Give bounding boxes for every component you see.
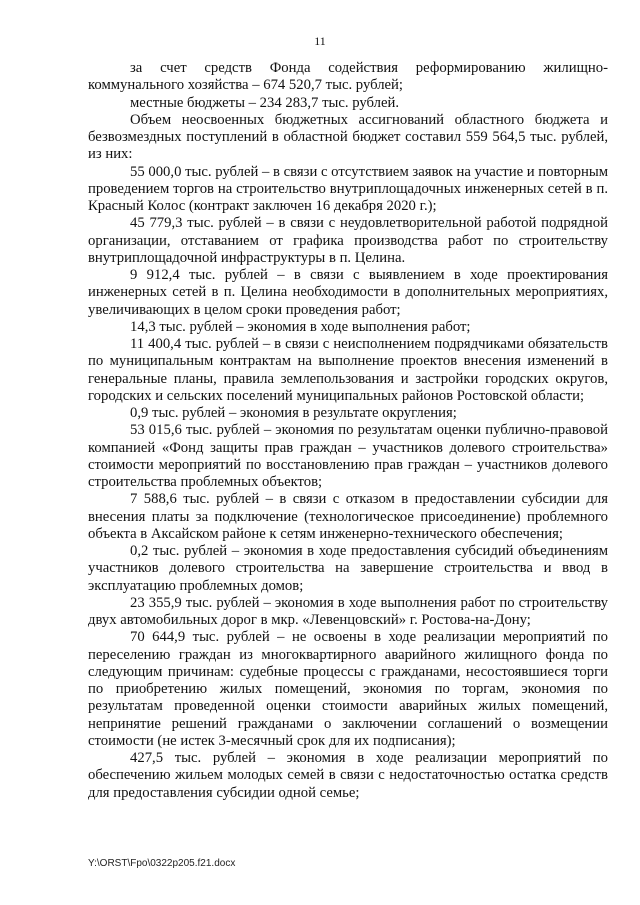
paragraph-item: 11 400,4 тыс. рублей – в связи с неисполнением подрядчиками обязательств по муниципальным контрактам на выполнение проектов внесения изменений в генеральные планы, правила землепользования и застройки городских округов, городских и сельских поселений муниципальных районов Ростовской области; [88, 336, 608, 404]
paragraph-item: 9 912,4 тыс. рублей – в связи с выявлением в ходе проектирования инженерных сетей в п. Целина необходимости в дополнительных мероприятиях, увеличивающих в целом сроки проведения работ; [88, 267, 608, 318]
paragraph-item: 23 355,9 тыс. рублей – экономия в ходе выполнения работ по строительству двух автомобильных дорог в мкр. «Левенцовский» г. Ростова-на-Дону; [88, 594, 608, 628]
paragraph-unspent-total: Объем неосвоенных бюджетных ассигнований областного бюджета и безвозмездных поступлений в областной бюджет составил 559 564,5 тыс. рублей, из них: [88, 111, 608, 163]
paragraph-item: 53 015,6 тыс. рублей – экономия по результатам оценки публично-правовой компанией «Фонд защиты прав граждан – участников долевого строительства» стоимости мероприятий по восстановлению прав граждан – участников долевого строительства проблемных объектов; [88, 422, 608, 490]
paragraph-item: 45 779,3 тыс. рублей – в связи с неудовлетворительной работой подрядной организации, отставанием от графика производства работ по строительству внутриплощадочной инфраструктуры в п. Целина. [88, 215, 608, 266]
paragraph-item: 70 644,9 тыс. рублей – не освоены в ходе реализации мероприятий по переселению граждан из многоквартирного аварийного жилищного фонда по следующим причинам: судебные процессы с гражданами, несостоявшиеся торги по приобретению жилых помещений, экономия по торгам, экономия по результатам проведенной оценки стоимости аварийных жилых помещений, непринятие решений гражданами о заключении соглашений о возмещении стоимости (не истек 3-месячный срок для их подписания); [88, 629, 608, 749]
paragraph-local-budgets: местные бюджеты – 234 283,7 тыс. рублей. [130, 94, 400, 111]
paragraph-item: 427,5 тыс. рублей – экономия в ходе реализации мероприятий по обеспечению жильем молодых семей в связи с недостаточностью остатка средств для предоставления субсидии одной семье; [88, 750, 608, 801]
paragraph-item: 7 588,6 тыс. рублей – в связи с отказом в предоставлении субсидии для внесения платы за подключение (технологическое присоединение) проблемного объекта в Аксайском районе к сетям инженерно-технического обеспечения; [88, 491, 608, 542]
paragraph-item: 0,2 тыс. рублей – экономия в ходе предоставления субсидий объединениям участников долевого строительства на завершение строительства и ввод в эксплуатацию проблемных домов; [88, 543, 608, 594]
document-body [88, 60, 608, 802]
paragraph-item: 14,3 тыс. рублей – экономия в ходе выполнения работ; [130, 318, 471, 335]
paragraph-item: 55 000,0 тыс. рублей – в связи с отсутствием заявок на участие и повторным проведением торгов на строительство внутриплощадочных инженерных сетей в п. Красный Колос (контракт заключен 16 декабря 2020 г.); [88, 163, 609, 214]
file-path-footer: Y:\ORST\Fpo\0322p205.f21.docx [88, 858, 236, 869]
page-number: 11 [314, 34, 326, 48]
paragraph-funding-fund: за счет средств Фонда содействия реформированию жилищно-коммунального хозяйства – 674 520,7 тыс. рублей; [88, 60, 608, 94]
paragraph-item: 0,9 тыс. рублей – экономия в результате округления; [130, 405, 457, 421]
